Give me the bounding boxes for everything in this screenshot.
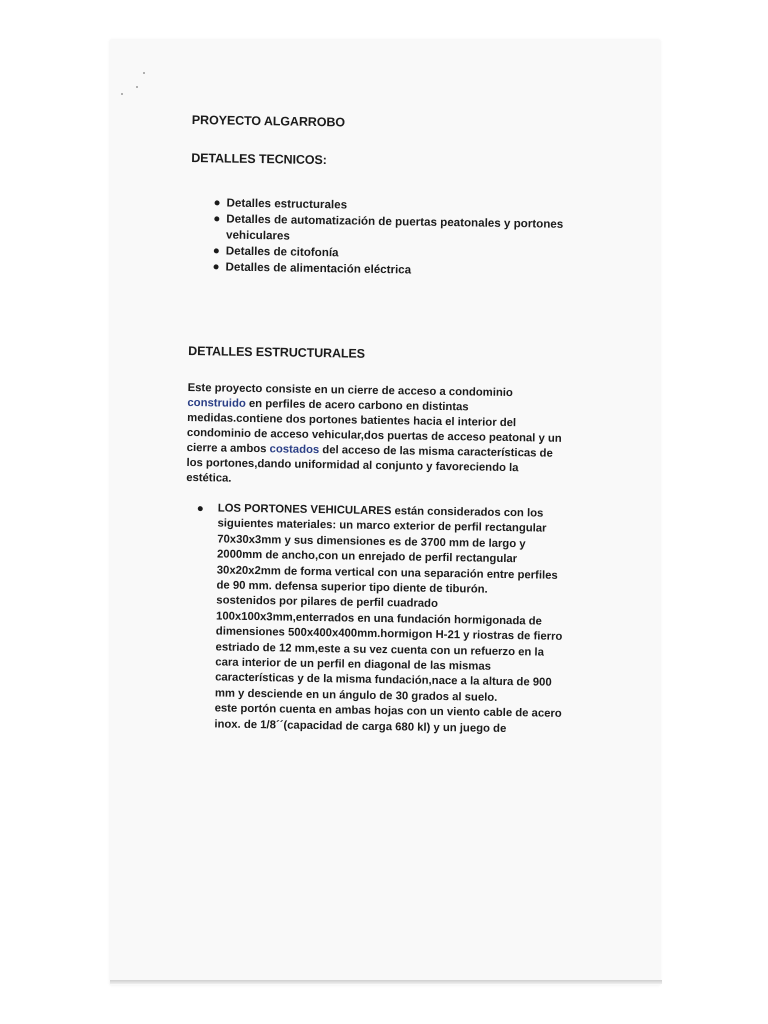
paper-edge <box>110 980 662 984</box>
intro-text: en perfiles de acero carbono en distintas medidas.contiene dos portones batientes hacia el interior del condominio de acceso vehicular,dos puertas de acceso peatonal y un cierre a ambos <box>186 397 562 456</box>
portones-text: están considerados con los siguientes materiales: un marco exterior de perfil rectangular 70x30x3mm y sus dimensiones es de 3700 mm de largo y 2000mm de ancho,con un enrejado de perfil rectangular 30x20x2mm de forma vertical con una separación entre perfiles de 90 mm. defensa superior tipo diente de tiburón. <box>216 505 558 596</box>
intro-paragraph <box>186 381 566 492</box>
document-body <box>182 112 577 738</box>
pillars-paragraph: sostenidos por pilares de perfil cuadrado 100x100x3mm,enterrados en una fundación hormigonada de dimensiones 500x400x400mm.hormigon H-21 y riostras de fierro estriado de 12 mm,este a su vez cuenta con un refuerzo en la cara interior de un perfil en diagonal de las mismas características y de la misma fundación,nace a la altura de 900 mm y desciende en un ángulo de 30 grados al suelo. <box>214 594 563 704</box>
scan-speck <box>136 86 138 88</box>
structural-details-heading: DETALLES ESTRUCTURALES <box>188 343 366 361</box>
wind-cable-paragraph: este portón cuenta en ambas hojas con un viento cable de acero inox. de 1/8´´(capacidad de carga 680 kl) y un juego de <box>214 702 562 735</box>
list-item: Detalles de citofonía <box>226 244 575 265</box>
list-item: Detalles de alimentación eléctrica <box>225 260 574 281</box>
project-title: PROYECTO ALGARROBO <box>191 112 346 130</box>
intro-text: del acceso de las misma características de los portones,dando uniformidad al conjunto y favoreciendo la estética. <box>186 444 553 485</box>
list-item: Detalles de automatización de puertas peatonales y portones vehiculares <box>226 212 575 249</box>
tech-details-heading: DETALLES TECNICOS: <box>191 150 327 168</box>
intro-text: Este proyecto consiste en un cierre de acceso a condominio <box>187 381 513 400</box>
portones-list <box>182 501 571 738</box>
intro-highlight: construido <box>187 396 246 410</box>
list-item: Detalles estructurales <box>226 196 575 217</box>
portones-lead: LOS PORTONES VEHICULARES <box>217 502 392 518</box>
portones-item <box>214 501 571 738</box>
intro-highlight: costados <box>269 443 320 457</box>
portones-paragraph <box>216 501 570 599</box>
scan-speck <box>143 72 145 74</box>
scan-speck <box>121 93 123 95</box>
tech-details-list <box>189 195 575 281</box>
